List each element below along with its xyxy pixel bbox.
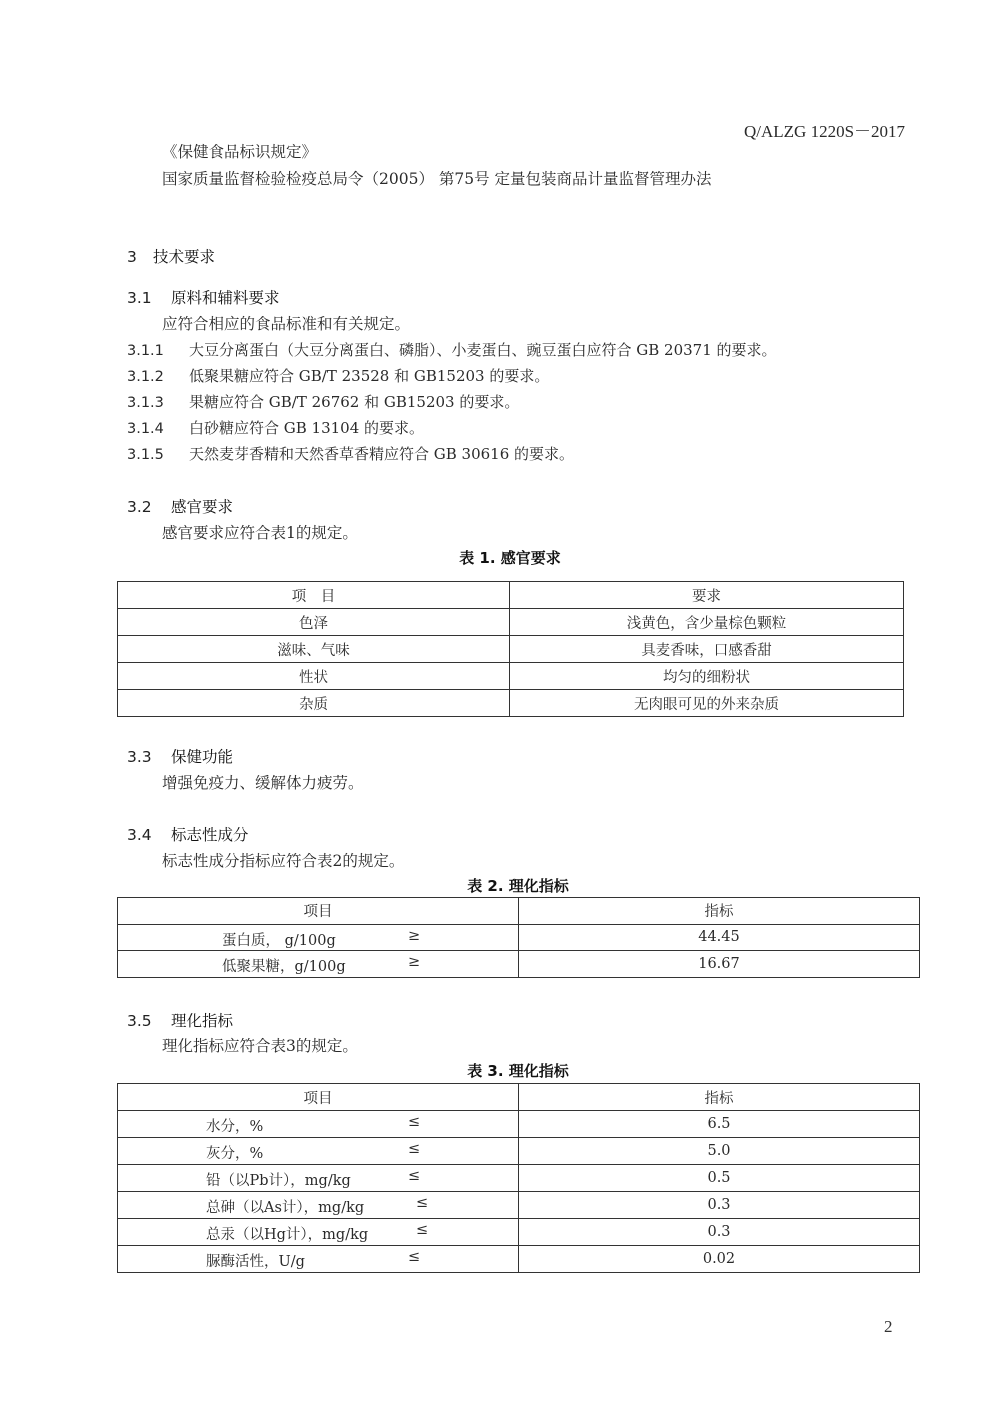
section-3-2-heading [127, 495, 233, 517]
reference-line-2: 国家质量监督检验检疫总局令（2005） 第75号 定量包装商品计量监督管理办法 [162, 170, 712, 188]
sensory-table [117, 581, 904, 717]
section-number: 3.3 [127, 748, 152, 766]
item-3-1-2 [127, 365, 549, 386]
section-3-5-intro: 理化指标应符合表3的规定。 [162, 1037, 358, 1055]
value-cell: 0.3 [519, 1192, 920, 1219]
header-cell: 项目 [118, 1084, 519, 1111]
item-cell: 性状 [118, 663, 510, 690]
comparison-symbol: ≤ [416, 1222, 429, 1238]
comparison-symbol: ≥ [408, 927, 421, 944]
item-number: 3.1.3 [127, 395, 164, 411]
table-row [118, 636, 904, 663]
section-3-4-intro: 标志性成分指标应符合表2的规定。 [162, 852, 405, 870]
value-cell: 44.45 [519, 924, 920, 951]
comparison-symbol: ≤ [408, 1249, 421, 1265]
comparison-symbol: ≤ [408, 1141, 421, 1157]
section-3-3-heading [127, 745, 233, 767]
item-name: 脲酶活性，U/g [206, 1254, 305, 1270]
item-number: 3.1.4 [127, 421, 164, 437]
section-3-3-text: 增强免疫力、缓解体力疲劳。 [162, 774, 364, 792]
table-row [118, 663, 904, 690]
item-name: 水分，% [206, 1119, 264, 1135]
section-title: 感官要求 [171, 498, 234, 516]
table-header-row [118, 1084, 920, 1111]
comparison-symbol: ≤ [408, 1114, 421, 1130]
item-cell: 滋味、气味 [118, 636, 510, 663]
requirement-cell: 浅黄色，含少量棕色颗粒 [510, 609, 904, 636]
table-row [118, 924, 920, 951]
section-title: 保健功能 [171, 748, 234, 766]
section-number: 3.5 [127, 1012, 152, 1030]
header-cell: 要求 [510, 582, 904, 609]
section-number: 3 [127, 248, 137, 266]
requirement-cell: 无肉眼可见的外来杂质 [510, 690, 904, 717]
item-name: 蛋白质， g/100g [222, 932, 336, 949]
value-cell: 0.3 [519, 1219, 920, 1246]
header-cell: 指标 [519, 1084, 920, 1111]
section-3-4-heading [127, 823, 249, 845]
table-header-row [118, 582, 904, 609]
table-row [118, 951, 920, 978]
header-cell: 项目 [118, 898, 519, 925]
table-row [118, 1165, 920, 1192]
comparison-symbol: ≤ [416, 1195, 429, 1211]
item-cell [118, 1138, 519, 1165]
item-cell [118, 924, 519, 951]
value-cell: 5.0 [519, 1138, 920, 1165]
item-number: 3.1.5 [127, 447, 164, 463]
table-2-caption: 表 2. 理化指标 [467, 877, 569, 895]
table-row [118, 690, 904, 717]
section-title: 标志性成分 [171, 826, 249, 844]
item-3-1-5 [127, 443, 574, 464]
section-number: 3.2 [127, 498, 152, 516]
item-cell [118, 951, 519, 978]
item-cell [118, 1219, 519, 1246]
item-text: 天然麦芽香精和天然香草香精应符合 GB 30616 的要求。 [189, 445, 575, 463]
section-title: 理化指标 [171, 1012, 234, 1030]
item-name: 总砷（以As计），mg/kg [206, 1200, 365, 1216]
item-cell [118, 1246, 519, 1273]
table-row [118, 609, 904, 636]
item-text: 白砂糖应符合 GB 13104 的要求。 [189, 419, 425, 437]
section-3-1-intro: 应符合相应的食品标准和有关规定。 [162, 315, 411, 333]
table-1-caption: 表 1. 感官要求 [459, 549, 561, 567]
section-number: 3.1 [127, 289, 152, 307]
item-cell [118, 1192, 519, 1219]
item-number: 3.1.1 [127, 343, 164, 359]
item-3-1-3 [127, 391, 519, 412]
table-row [118, 1246, 920, 1273]
item-name: 灰分，% [206, 1146, 264, 1162]
item-cell [118, 1111, 519, 1138]
table-row [118, 1219, 920, 1246]
item-cell [118, 1165, 519, 1192]
section-number: 3.4 [127, 826, 152, 844]
section-title: 原料和辅料要求 [171, 289, 280, 307]
item-name: 铅（以Pb计），mg/kg [206, 1173, 351, 1189]
section-3-2-intro: 感官要求应符合表1的规定。 [162, 524, 358, 542]
header-cell: 指标 [519, 898, 920, 925]
document-code: Q/ALZG 1220S－2017 [744, 122, 906, 141]
item-text: 大豆分离蛋白（大豆分离蛋白、磷脂）、小麦蛋白、豌豆蛋白应符合 GB 20371 的要求。 [189, 341, 777, 359]
table-row [118, 1138, 920, 1165]
section-3-1-heading [127, 286, 280, 308]
table-header-row [118, 898, 920, 925]
page-number: 2 [884, 1317, 893, 1336]
value-cell: 16.67 [519, 951, 920, 978]
header-cell: 项 目 [118, 582, 510, 609]
item-name: 低聚果糖，g/100g [222, 959, 346, 975]
physicochemical-table [117, 1083, 920, 1273]
section-3-heading [127, 245, 215, 267]
table-3-caption: 表 3. 理化指标 [467, 1062, 569, 1080]
comparison-symbol: ≥ [408, 954, 421, 970]
item-cell: 色泽 [118, 609, 510, 636]
reference-line-1: 《保健食品标识规定》 [162, 143, 318, 161]
value-cell: 6.5 [519, 1111, 920, 1138]
marker-component-table [117, 897, 920, 978]
comparison-symbol: ≤ [408, 1168, 421, 1184]
item-3-1-1 [127, 339, 777, 360]
item-3-1-4 [127, 417, 424, 438]
item-number: 3.1.2 [127, 369, 164, 385]
table-row [118, 1111, 920, 1138]
value-cell: 0.5 [519, 1165, 920, 1192]
requirement-cell: 具麦香味，口感香甜 [510, 636, 904, 663]
section-3-5-heading [127, 1009, 233, 1031]
value-cell: 0.02 [519, 1246, 920, 1273]
item-text: 果糖应符合 GB/T 26762 和 GB15203 的要求。 [189, 393, 520, 411]
item-cell: 杂质 [118, 690, 510, 717]
table-row [118, 1192, 920, 1219]
requirement-cell: 均匀的细粉状 [510, 663, 904, 690]
section-title: 技术要求 [153, 248, 216, 266]
item-text: 低聚果糖应符合 GB/T 23528 和 GB15203 的要求。 [189, 367, 550, 385]
item-name: 总汞（以Hg计），mg/kg [206, 1227, 369, 1243]
